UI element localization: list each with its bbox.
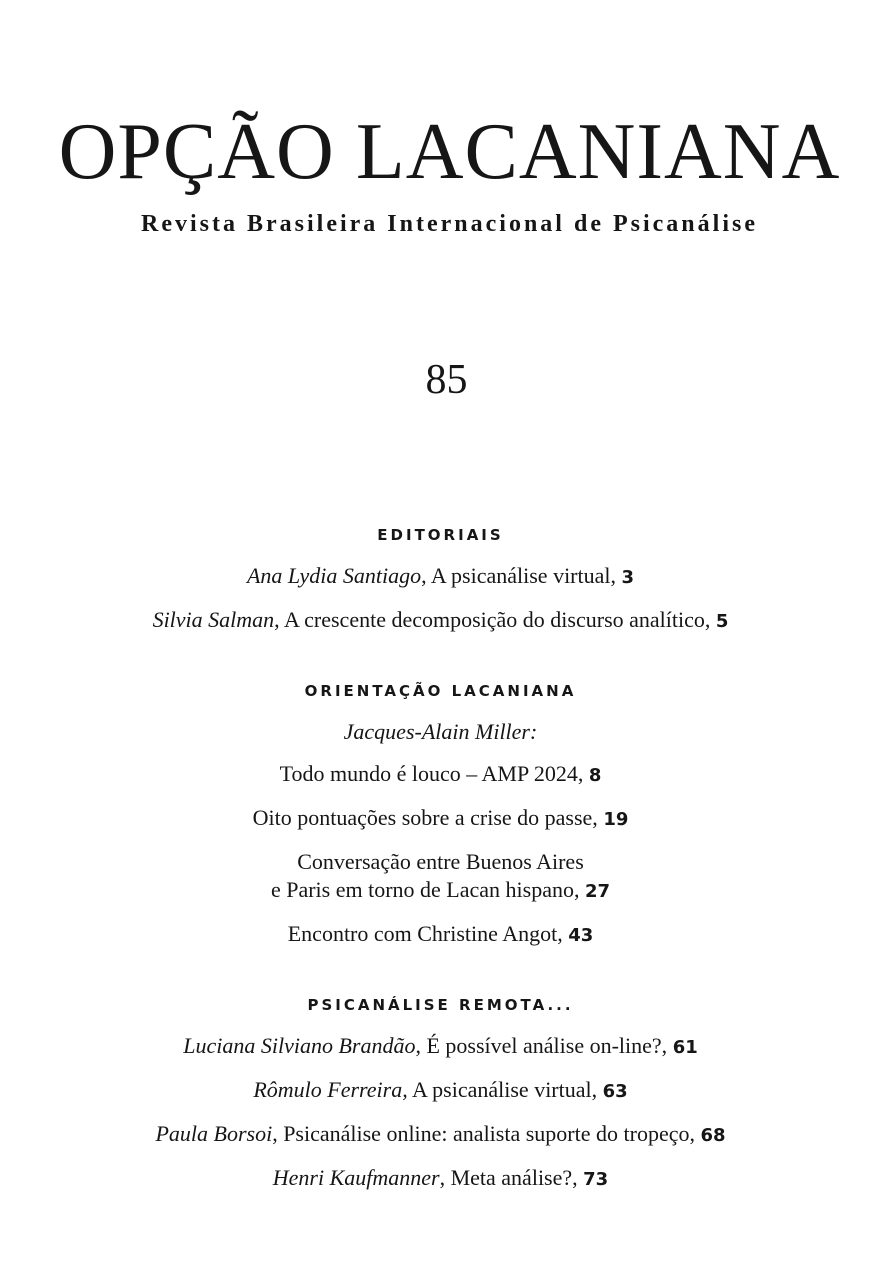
entry-author: Ana Lydia Santiago [246, 563, 422, 588]
entry-separator: , [415, 1033, 427, 1058]
toc-entry [0, 848, 881, 906]
toc-entry [0, 1032, 881, 1062]
journal-title: OPÇÃO LACANIANA [58, 108, 841, 196]
section-heading: ORIENTAÇÃO LACANIANA [304, 682, 577, 700]
section-editoriais [0, 520, 881, 636]
entry-separator: , [439, 1165, 451, 1190]
entry-title: Psicanálise online: analista suporte do tropeço, [283, 1121, 701, 1146]
entry-page: 43 [568, 925, 594, 946]
entry-title: Oito pontuações sobre a crise do passe, [252, 805, 604, 830]
toc-entry [0, 562, 881, 592]
entry-author: Luciana Silviano Brandão [183, 1033, 416, 1058]
entry-author: Jacques-Alain Miller: [343, 719, 538, 744]
entry-title: Encontro com Christine Angot, [287, 921, 569, 946]
entry-page: 5 [715, 611, 729, 632]
toc-entry [0, 1164, 881, 1194]
section-heading: EDITORIAIS [377, 526, 504, 544]
entry-title: Meta análise?, [450, 1165, 584, 1190]
toc-entry [0, 1120, 881, 1150]
issue-number: 85 [425, 357, 468, 403]
journal-subtitle: Revista Brasileira Internacional de Psicanálise [141, 211, 758, 237]
toc-entry [0, 1076, 881, 1106]
entry-title: A crescente decomposição do discurso analítico, [283, 607, 716, 632]
entry-separator: , [272, 1121, 284, 1146]
entry-title: A psicanálise virtual, [430, 563, 622, 588]
entry-page: 61 [672, 1037, 698, 1058]
entry-page: 63 [602, 1081, 628, 1102]
entry-author: Silvia Salman [152, 607, 275, 632]
section-heading: PSICANÁLISE REMOTA... [307, 996, 574, 1014]
entry-author: Rômulo Ferreira, [253, 1077, 408, 1102]
entry-title-line-2: e Paris em torno de Lacan hispano, [270, 877, 585, 902]
entry-author: Henri Kaufmanner [272, 1165, 440, 1190]
toc-entry [0, 920, 881, 950]
entry-separator: , [274, 607, 284, 632]
toc-entry [0, 760, 881, 790]
entry-page: 27 [584, 881, 611, 902]
entry-page: 19 [603, 809, 629, 830]
entry-title: É possível análise on-line?, [426, 1033, 673, 1058]
entry-page: 73 [583, 1169, 609, 1190]
table-of-contents [0, 520, 881, 1234]
section-author [0, 718, 881, 746]
entry-author: Paula Borsoi [155, 1121, 273, 1146]
entry-title-line-1: Conversação entre Buenos Aires [297, 849, 584, 874]
entry-page: 8 [588, 765, 602, 786]
section-orientacao-lacaniana [0, 676, 881, 950]
toc-entry [0, 804, 881, 834]
entry-page: 68 [700, 1125, 726, 1146]
entry-separator: , [421, 563, 431, 588]
toc-entry [0, 606, 881, 636]
section-psicanalise-remota [0, 990, 881, 1194]
entry-title: A psicanálise virtual, [412, 1077, 603, 1102]
entry-title: Todo mundo é louco – AMP 2024, [279, 761, 589, 786]
entry-page: 3 [621, 567, 635, 588]
